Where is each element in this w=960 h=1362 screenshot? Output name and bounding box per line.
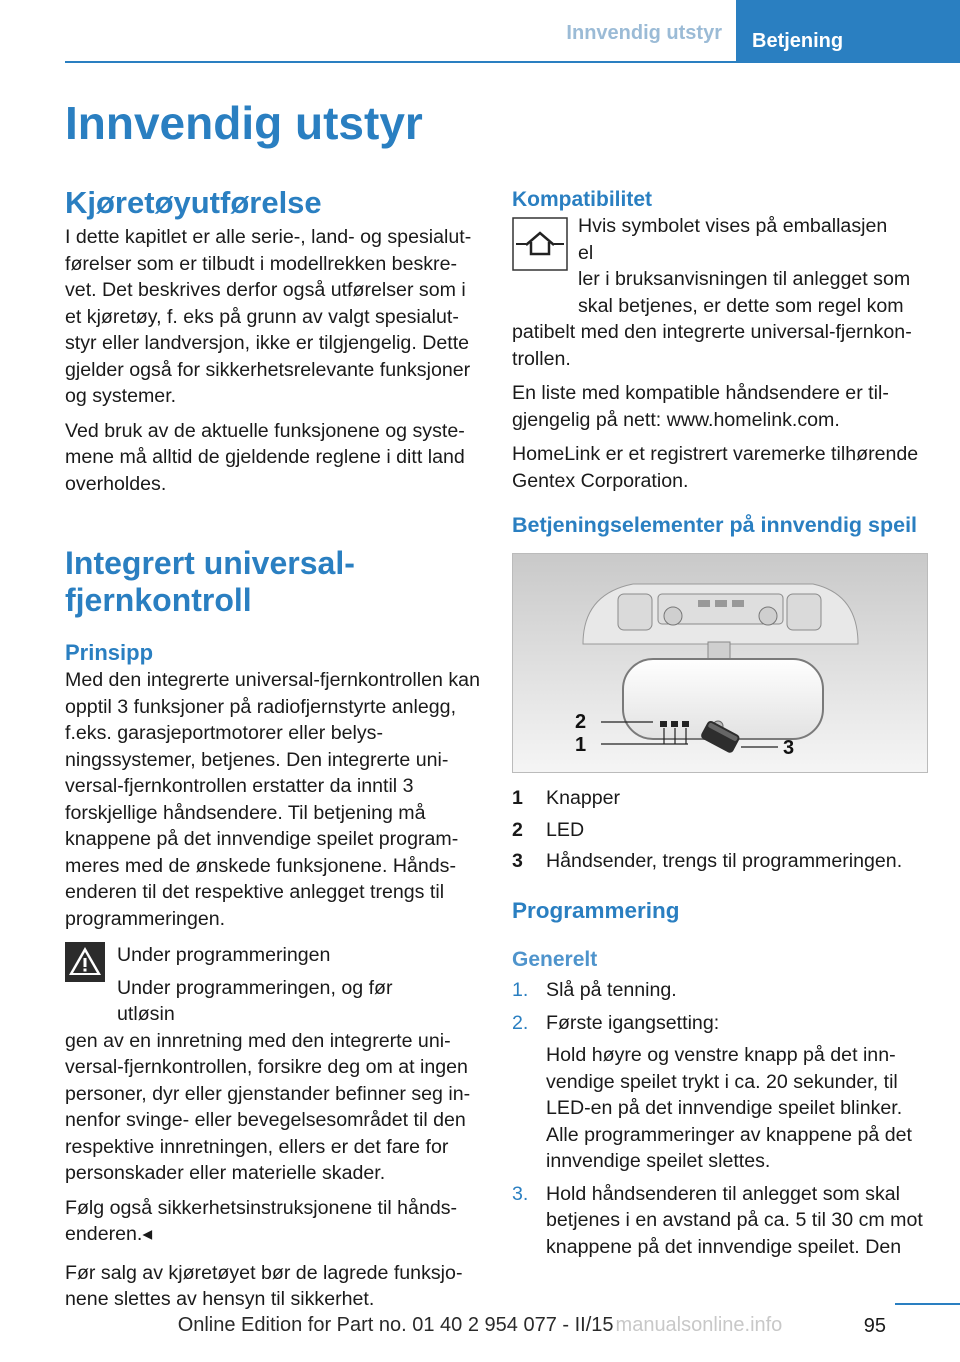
footer-edition-text: Online Edition for Part no. 01 40 2 954 077 - II/15: [177, 1314, 614, 1336]
warning-lead: Under programmeringen, og før utløsin: [117, 976, 393, 1025]
step-item: [512, 977, 928, 1004]
page-title: Innvendig utstyr: [65, 97, 423, 149]
heading-generelt: Generelt: [512, 947, 598, 971]
legend-number: 3: [512, 850, 523, 872]
warning-icon: [65, 942, 117, 1028]
paragraph-regulations: Ved bruk av de aktuelle funksjonene og systemene må alltid de gjeldende reglene i ditt land overholdes.: [65, 419, 465, 495]
paragraph-liste: En liste med kompatible håndsendere er tilgjengelig på nett: www.homelink.com.: [512, 382, 889, 431]
paragraph-safety: Følg også sikkerhetsinstruksjonene til håndsenderen.◂: [65, 1196, 458, 1245]
legend-text: LED: [546, 818, 585, 841]
step-number: 2.: [512, 1011, 529, 1034]
footer-edition: [0, 1314, 960, 1337]
warning-block: [65, 942, 480, 1028]
legend-text: Knapper: [546, 787, 621, 809]
mirror-figure: [512, 553, 928, 773]
homelink-house-icon: [512, 213, 578, 319]
compat-line-2: ler i bruksanvisningen til anlegget som: [578, 268, 911, 290]
footer-watermark: manualsonline.info: [615, 1314, 783, 1336]
header-rule: [65, 61, 960, 63]
step-item: [512, 1010, 928, 1175]
heading-kompatibilitet: Kompatibilitet: [512, 188, 652, 211]
step-text: Første igangsetting:: [546, 1011, 720, 1034]
header-chapter-tab: Betjening: [736, 0, 960, 62]
paragraph-homelink: HomeLink er et registrert varemerke tilhørende Gentex Corporation.: [512, 443, 919, 492]
page-number: 95: [863, 1315, 886, 1337]
legend-item: [512, 848, 928, 875]
paragraph-sale: Før salg av kjøretøyet bør de lagrede funksjonene slettes av hensyn til sikkerhet.: [65, 1261, 463, 1310]
figure-label-1: 1: [575, 734, 587, 756]
compat-line-1: Hvis symbolet vises på emballasjen el: [578, 215, 888, 264]
step-item: [512, 1181, 928, 1261]
left-column: [65, 184, 480, 1321]
paragraph-prinsipp: Med den integrerte universal-fjernkontrollen kan opptil 3 funksjoner på radiofjernstyrte anlegg, f.eks. garasjeportmotorer eller belysningssystemer, betjenes. Den integrerte universal-fjernkontrollen erstatter da inntil 3 forskjellige håndsendere. Til betjening må knappene på det innvendige speilet programmeres med de ønskede funksjonene. Håndsenderen til det respektive anlegget trengs til programmeringen.: [65, 669, 480, 930]
figure-label-3: 3: [783, 737, 795, 759]
header-section-label: Innvendig utstyr: [566, 22, 722, 44]
heading-integrert-2: fjernkontroll: [65, 582, 252, 618]
step-number: 1.: [512, 979, 529, 1001]
legend-number: 2: [512, 818, 523, 841]
warning-body: gen av en innretning med den integrerte universal-fjernkontrollen, forsikre deg om at ingen personer, dyr eller gjenstander befinner seg innenfor svinge- eller bevegelsesområdet til den respektive innretningen, ellers er det fare for personskader eller materielle skader.: [65, 1029, 471, 1184]
step-number: 3.: [512, 1182, 529, 1205]
compat-block: [512, 213, 928, 319]
mirror-illustration: [513, 554, 927, 772]
step-text: Hold håndsenderen til anlegget som skal betjenes i en avstand på ca. 5 til 30 cm mot knappene på det innvendige speilet. Den: [546, 1182, 923, 1258]
legend-item: [512, 817, 928, 844]
paragraph-intro: I dette kapitlet er alle serie-, land- og spesialutførelser som er tilbudt i modellrekken beskrevet. Det beskrives derfor også utførelser som i et kjøretøy, f. eks på grunn av valgt spesialutstyr eller landversjon, ikke er tilgjengelig. Dette gjelder også for sikkerhetsrelevante funksjoner og systemer.: [65, 226, 472, 407]
compat-line-3: skal betjenes, er dette som regel kom: [578, 294, 904, 317]
heading-prinsipp: Prinsipp: [65, 640, 154, 665]
footer-rule: [895, 1303, 960, 1305]
figure-label-2: 2: [575, 711, 587, 733]
legend-text: Håndsender, trengs til programmeringen.: [546, 850, 903, 872]
legend-number: 1: [512, 787, 523, 809]
heading-programmering: Programmering: [512, 897, 680, 923]
warning-title: Under programmeringen: [117, 944, 331, 966]
right-column: [512, 186, 928, 1260]
heading-kjoretoyutforelse: Kjøretøyutførelse: [65, 185, 322, 220]
step-detail: Hold høyre og venstre knapp på det innvendige speilet trykt i ca. 20 sekunder, til LED-en på det innvendige speilet blinker. Alle programmeringer av knappene på det innvendige speilet slettes.: [546, 1044, 912, 1172]
heading-integrert-1: Integrert universal-: [65, 545, 355, 581]
legend-item: [512, 785, 928, 812]
step-text: Slå på tenning.: [546, 979, 677, 1001]
compat-rest: patibelt med den integrerte universal-fjernkontrollen.: [512, 321, 912, 370]
heading-betjeningselementer: Betjeningselementer på innvendig speil: [512, 513, 918, 537]
